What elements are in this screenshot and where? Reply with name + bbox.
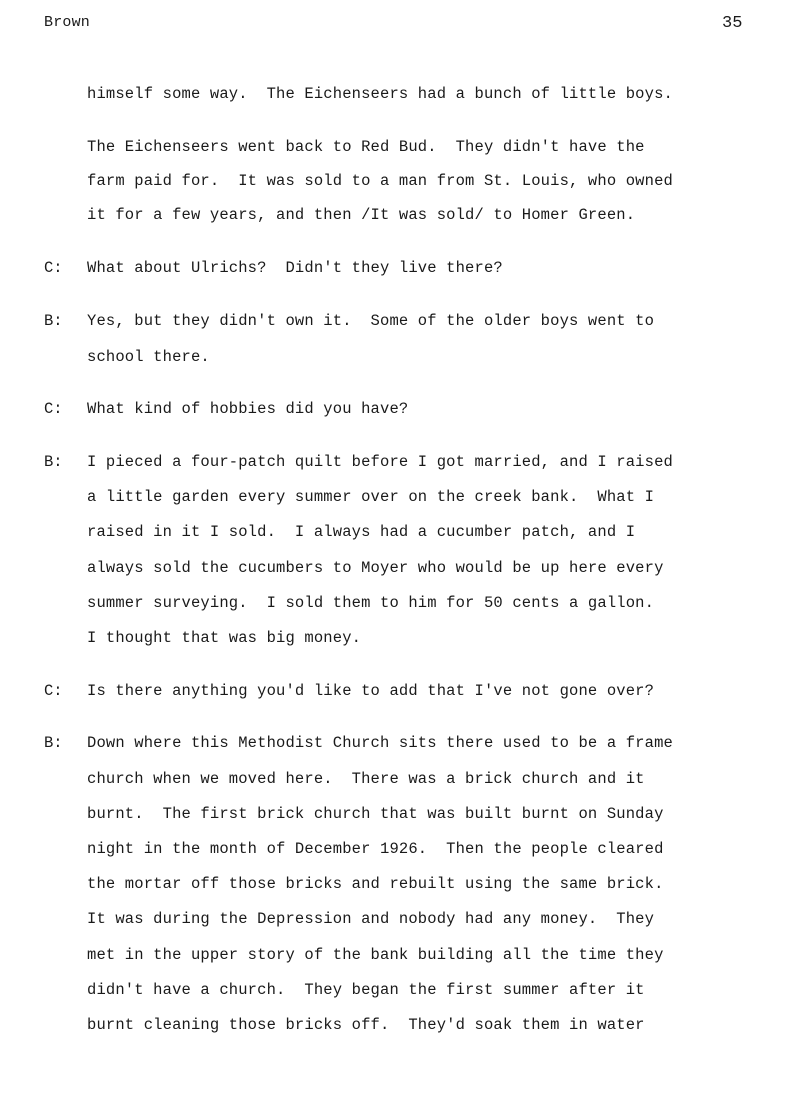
text-line: farm paid for. It was sold to a man from St. Louis, who owned [87, 172, 673, 190]
speaker-label: B: [44, 453, 63, 471]
text-line: Is there anything you'd like to add that I've not gone over? [87, 682, 655, 700]
text-line: I thought that was big money. [87, 629, 362, 647]
text-line: The Eichenseers went back to Red Bud. They didn't have the [87, 138, 645, 156]
text-line: always sold the cucumbers to Moyer who would be up here every [87, 559, 664, 577]
text-line: burnt cleaning those bricks off. They'd soak them in water [87, 1016, 645, 1034]
text-line: Down where this Methodist Church sits there used to be a frame [87, 734, 673, 752]
text-line: himself some way. The Eichenseers had a bunch of little boys. [87, 85, 673, 103]
text-line: didn't have a church. They began the first summer after it [87, 981, 645, 999]
speaker-label: C: [44, 682, 63, 700]
text-line: a little garden every summer over on the creek bank. What I [87, 488, 655, 506]
speaker-label: C: [44, 400, 63, 418]
text-line: burnt. The first brick church that was built burnt on Sunday [87, 805, 664, 823]
text-line: met in the upper story of the bank building all the time they [87, 946, 664, 964]
speaker-label: B: [44, 734, 63, 752]
text-line: church when we moved here. There was a brick church and it [87, 770, 645, 788]
text-line: Yes, but they didn't own it. Some of the older boys went to [87, 312, 655, 330]
text-line: What kind of hobbies did you have? [87, 400, 409, 418]
text-line: I pieced a four-patch quilt before I got married, and I raised [87, 453, 673, 471]
text-line: the mortar off those bricks and rebuilt using the same brick. [87, 875, 664, 893]
text-line: It was during the Depression and nobody had any money. They [87, 910, 655, 928]
text-line: What about Ulrichs? Didn't they live there? [87, 259, 503, 277]
text-line: night in the month of December 1926. Then the people cleared [87, 840, 664, 858]
text-line: it for a few years, and then /It was sold/ to Homer Green. [87, 206, 636, 224]
text-line: raised in it I sold. I always had a cucumber patch, and I [87, 523, 636, 541]
text-line: school there. [87, 348, 210, 366]
header-name: Brown [44, 14, 91, 31]
page-number: 35 [722, 14, 743, 33]
speaker-label: B: [44, 312, 63, 330]
speaker-label: C: [44, 259, 63, 277]
text-line: summer surveying. I sold them to him for 50 cents a gallon. [87, 594, 655, 612]
